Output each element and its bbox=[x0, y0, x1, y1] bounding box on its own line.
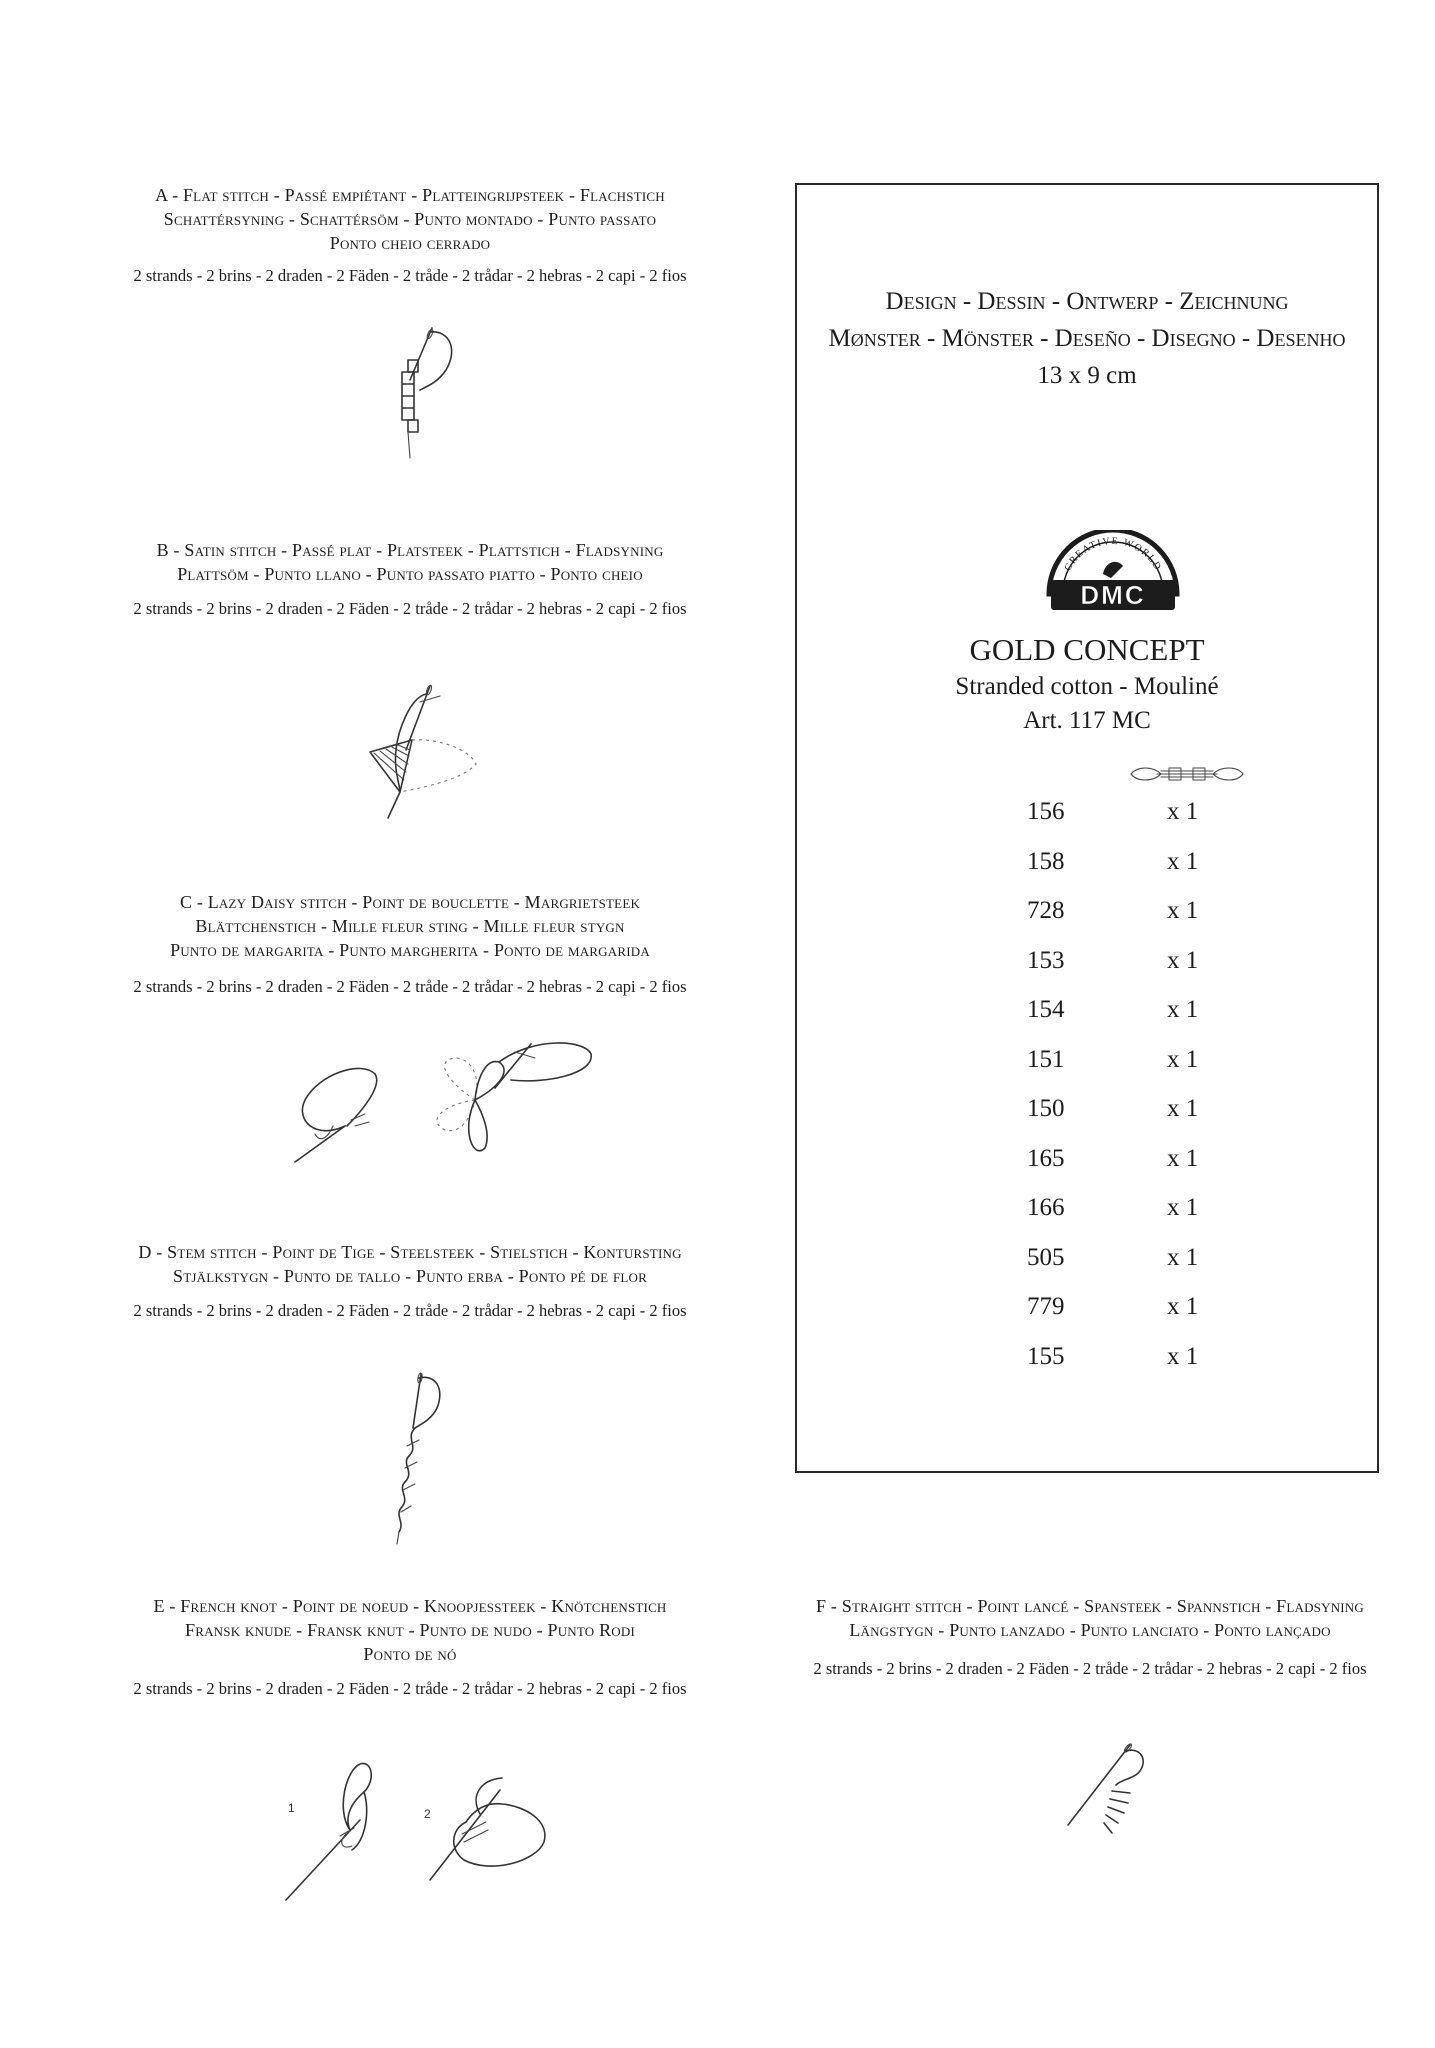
thread-code: 779 bbox=[1027, 1293, 1065, 1320]
thread-quantity: x 1 bbox=[1167, 996, 1199, 1023]
stitch-e-strands: 2 strands - 2 brins - 2 draden - 2 Fäden - 2 tråde - 2 trådar - 2 hebras - 2 capi - 2 fios bbox=[133, 1679, 687, 1698]
thread-row bbox=[797, 798, 1377, 847]
stitch-d-title-line-2: Stjälkstygn - Punto de tallo - Punto erba - Ponto pé de flor bbox=[173, 1266, 647, 1286]
thread-quantity: x 1 bbox=[1167, 847, 1199, 875]
material-name: Stranded cotton - Mouliné bbox=[955, 673, 1219, 700]
stitch-section-b bbox=[50, 538, 770, 620]
stitch-b-title-line-2: Plattsöm - Punto llano - Punto passato piatto - Ponto cheio bbox=[177, 564, 643, 584]
thread-quantity: x 1 bbox=[1167, 1342, 1199, 1370]
stitch-e-title-line-3: Ponto de nó bbox=[363, 1644, 457, 1664]
thread-quantity: x 1 bbox=[1167, 946, 1199, 974]
stem-stitch-illustration bbox=[375, 1368, 465, 1548]
thread-row bbox=[797, 1095, 1377, 1144]
thread-row bbox=[797, 947, 1377, 996]
thread-row bbox=[797, 1244, 1377, 1293]
dmc-logo bbox=[1045, 530, 1181, 617]
stitch-c-strands: 2 strands - 2 brins - 2 draden - 2 Fäden - 2 tråde - 2 trådar - 2 hebras - 2 capi - 2 fios bbox=[133, 977, 687, 996]
french-knot-step-2-label: 2 bbox=[424, 1807, 431, 1821]
thread-code: 165 bbox=[1027, 1144, 1065, 1172]
thread-quantity: x 1 bbox=[1167, 1194, 1199, 1221]
stitch-a-title-line-3: Ponto cheio cerrado bbox=[329, 233, 491, 253]
thread-code: 151 bbox=[1027, 1045, 1065, 1073]
design-header bbox=[797, 283, 1377, 394]
design-dimensions: 13 x 9 cm bbox=[1037, 362, 1137, 389]
design-title-line-2: Mønster - Mönster - Deseño - Disegno - Desenho bbox=[828, 325, 1346, 352]
thread-row bbox=[797, 996, 1377, 1045]
thread-code: 158 bbox=[1027, 847, 1065, 875]
stitch-section-f bbox=[790, 1594, 1390, 1680]
thread-row bbox=[797, 1046, 1377, 1095]
stitch-e-title-line-1: E - French knot - Point de noeud - Knoopjessteek - Knötchenstich bbox=[153, 1596, 667, 1616]
article-number: Art. 117 MC bbox=[1023, 707, 1151, 734]
thread-row bbox=[797, 1293, 1377, 1342]
thread-quantity: x 1 bbox=[1167, 1243, 1199, 1271]
stitch-a-strands: 2 strands - 2 brins - 2 draden - 2 Fäden - 2 tråde - 2 trådar - 2 hebras - 2 capi - 2 fios bbox=[133, 266, 687, 285]
thread-quantity: x 1 bbox=[1167, 1293, 1199, 1320]
stitch-f-title-line-2: Längstygn - Punto lanzado - Punto lanciato - Ponto lançado bbox=[849, 1620, 1331, 1640]
stitch-f-title-line-1: F - Straight stitch - Point lancé - Spansteek - Spannstich - Fladsyning bbox=[815, 1596, 1364, 1616]
stitch-a-title-line-2: Schattérsyning - Schattérsöm - Punto montado - Punto passato bbox=[163, 209, 657, 229]
french-knot-step-1-label: 1 bbox=[288, 1801, 295, 1815]
thread-code: 728 bbox=[1027, 897, 1065, 924]
stitch-e-title-line-2: Fransk knude - Fransk knut - Punto de nudo - Punto Rodi bbox=[185, 1620, 635, 1640]
stitch-section-e bbox=[50, 1594, 770, 1700]
thread-row bbox=[797, 1343, 1377, 1392]
thread-quantity: x 1 bbox=[1167, 1045, 1199, 1073]
stitch-b-title-line-1: B - Satin stitch - Passé plat - Platsteek - Plattstich - Fladsyning bbox=[156, 540, 664, 560]
thread-code: 153 bbox=[1027, 946, 1065, 974]
design-panel bbox=[795, 183, 1379, 1473]
thread-row bbox=[797, 1145, 1377, 1194]
stitch-d-title-line-1: D - Stem stitch - Point de Tige - Steelsteek - Stielstich - Kontursting bbox=[138, 1242, 682, 1262]
thread-row bbox=[797, 1194, 1377, 1243]
thread-quantity: x 1 bbox=[1167, 1095, 1199, 1122]
thread-code: 155 bbox=[1027, 1342, 1065, 1370]
stitch-section-a bbox=[50, 183, 770, 287]
skein-icon bbox=[1127, 762, 1247, 791]
thread-row bbox=[797, 897, 1377, 946]
satin-stitch-illustration bbox=[360, 680, 490, 820]
product-info bbox=[797, 630, 1377, 738]
thread-code: 505 bbox=[1027, 1243, 1065, 1271]
lazy-daisy-illustration bbox=[285, 1030, 625, 1180]
stitch-b-strands: 2 strands - 2 brins - 2 draden - 2 Fäden - 2 tråde - 2 trådar - 2 hebras - 2 capi - 2 fios bbox=[133, 599, 687, 618]
thread-code: 154 bbox=[1027, 996, 1065, 1023]
thread-row bbox=[797, 848, 1377, 897]
stitch-d-strands: 2 strands - 2 brins - 2 draden - 2 Fäden - 2 tråde - 2 trådar - 2 hebras - 2 capi - 2 fios bbox=[133, 1301, 687, 1320]
logo-arc-text: CREATIVE WORLD bbox=[1062, 535, 1164, 574]
thread-code: 150 bbox=[1027, 1095, 1065, 1122]
stitch-c-title-line-1: C - Lazy Daisy stitch - Point de bouclette - Margrietsteek bbox=[179, 892, 641, 912]
straight-stitch-illustration bbox=[1060, 1735, 1170, 1855]
stitch-c-title-line-2: Blättchenstich - Mille fleur sting - Mille fleur stygn bbox=[195, 916, 625, 936]
thread-code: 156 bbox=[1027, 798, 1065, 825]
thread-quantity: x 1 bbox=[1167, 798, 1199, 825]
stitch-c-title-line-3: Punto de margarita - Punto margherita - Ponto de margarida bbox=[170, 940, 650, 960]
flat-stitch-illustration bbox=[380, 320, 480, 460]
stitch-a-title-line-1: A - Flat stitch - Passé empiétant - Platteingrijpsteek - Flachstich bbox=[155, 185, 665, 205]
thread-quantity: x 1 bbox=[1167, 897, 1199, 924]
thread-quantity: x 1 bbox=[1167, 1144, 1199, 1172]
thread-code: 166 bbox=[1027, 1194, 1065, 1221]
stitch-f-strands: 2 strands - 2 brins - 2 draden - 2 Fäden - 2 tråde - 2 trådar - 2 hebras - 2 capi - 2 fios bbox=[813, 1659, 1367, 1678]
design-title-line-1: Design - Dessin - Ontwerp - Zeichnung bbox=[885, 288, 1289, 315]
logo-text: DMC bbox=[1080, 580, 1146, 610]
french-knot-illustration bbox=[280, 1750, 580, 1910]
collection-name: GOLD CONCEPT bbox=[969, 632, 1205, 667]
stitch-section-c bbox=[50, 890, 770, 998]
stitch-section-d bbox=[50, 1240, 770, 1322]
